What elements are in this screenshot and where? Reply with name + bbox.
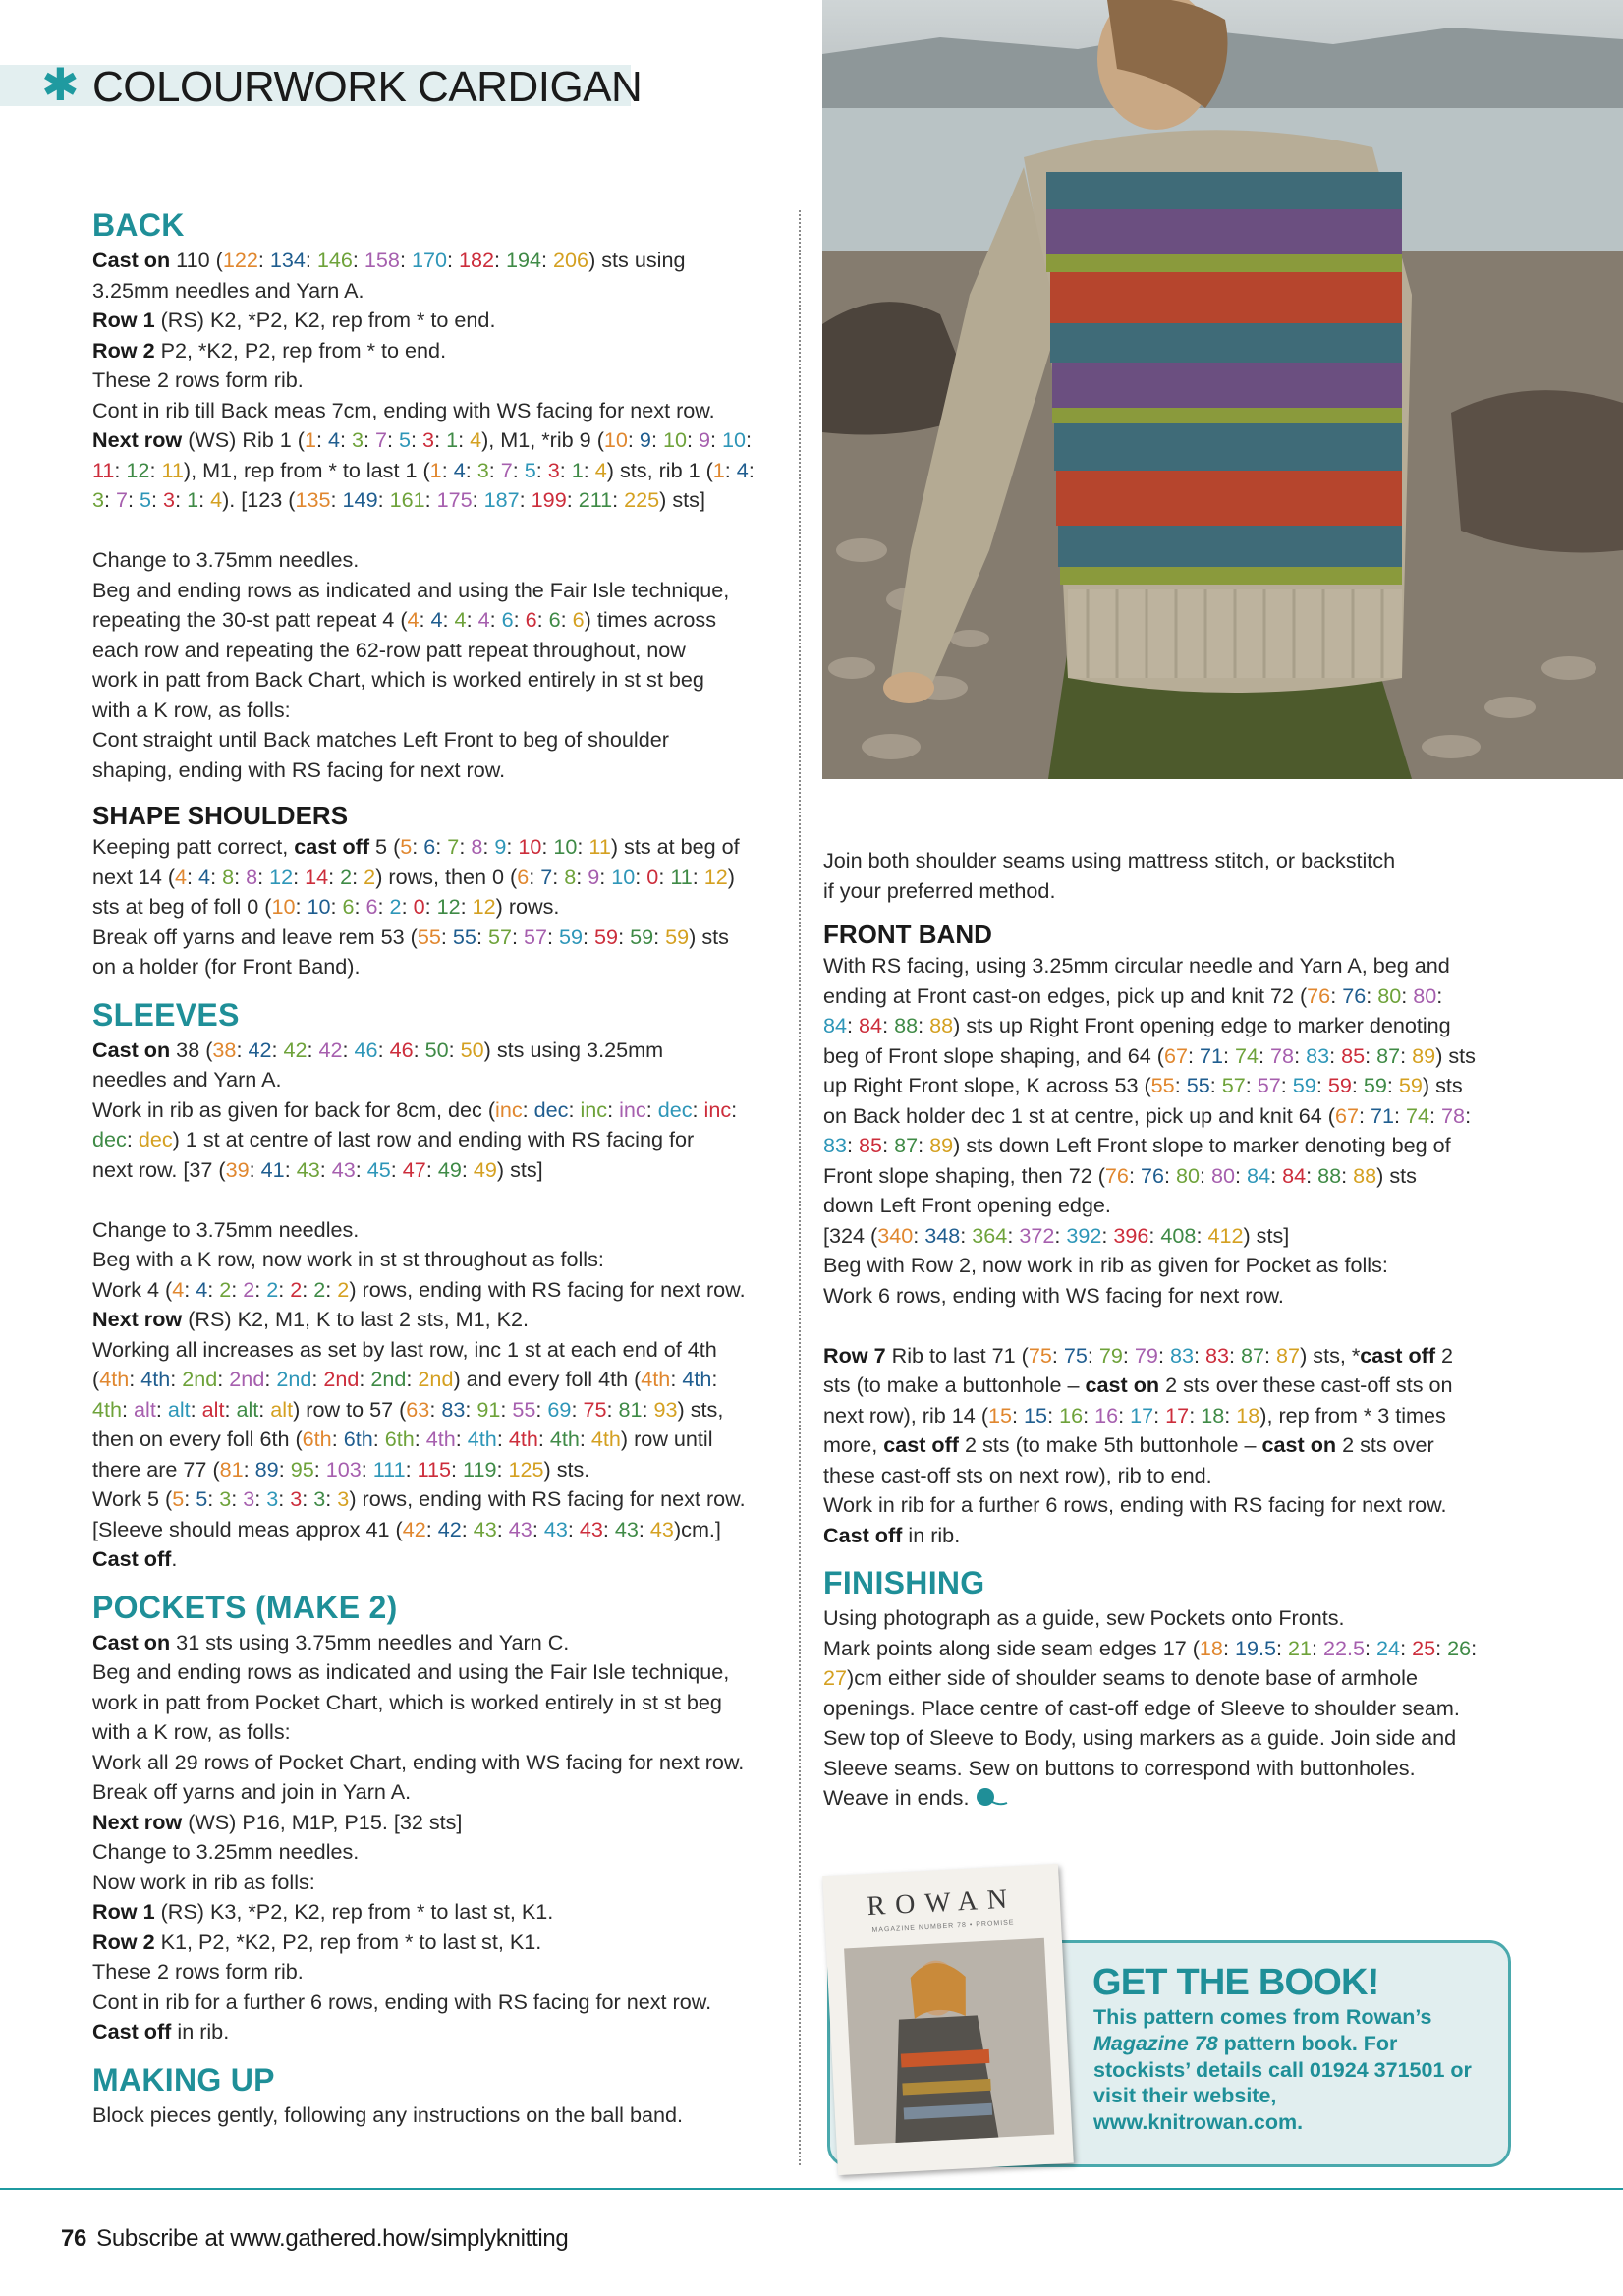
promo-heading: GET THE BOOK! [1092, 1962, 1379, 2003]
left-column: BACK Cast on 110 (122: 134: 146: 158: 170: 182: 194: 206) sts using 3.25mm needles and Yarn A. Row 1 (RS) K2, *P2, K2, rep from * to end. Row 2 P2, *K2, P2, rep from * to end. These 2 rows form rib. Cont in rib till Back meas 7cm, ending with WS facing for next row. Next row (WS) Rib 1 (1: 4: 3: 7: 5: 3: 1: 4), M1, *rib 9 (10: 9: 10: 9: 10: 11: 12: 11), M1, rep from * to last 1 (1: 4: 3: 7: 5: 3: 1: 4) sts, rib 1 (1: 4: 3: 7: 5: 3: 1: 4). [123 (135: 149: 161: 175: 187: 199: 211: 225) sts] Change to 3.75mm needles. Beg and ending rows as indicated and using the Fair Isle technique, repeating the 30-st patt repeat 4 (4: 4: 4: 4: 6: 6: 6: 6) times across each row and repeating the 62-row patt repeat throughout, now work in patt from Back Chart, which is worked entirely in st st beg with a K row, as folls: Cont straight until Back matches Left Front to beg of shoulder shaping, ending with RS facing for next row. SHAPE SHOULDERS Keeping patt correct, cast off 5 (5: 6: 7: 8: 9: 10: 10: 11) sts at beg of next 14 (4: 4: 8: 8: 12: 14: 2: 2) rows, then 0 (6: 7: 8: 9: 10: 0: 11: 12) sts at beg of foll 0 (10: 10: 6: 6: 2: 0: 12: 12) rows. Break off yarns and leave rem 53 (55: 55: 57: 57: 59: 59: 59: 59) sts on a holder (for Front Band). SLEEVES Cast on 38 (38: 42: 42: 42: 46: 46: 50: 50) sts using 3.25mm needles and Yarn A. Work in rib as given for back for 8cm, dec (inc: dec: inc: inc: dec: inc: dec: dec) 1 st at centre of last row and ending with RS facing for next row. [37 (39: 41: 43: 43: 45: 47: 49: 49) sts] Change to 3.75mm needles. Beg with a K row, now work in st st throughout as folls: Work 4 (4: 4: 2: 2: 2: 2: 2: 2) rows, ending with RS facing for next row. Next row (RS) K2, M1, K to last 2 sts, M1, K2. Working all increases as set by last row, inc 1 st at each end of 4th (4th: 4th: 2nd: 2nd: 2nd: 2nd: 2nd: 2nd) and every foll 4th (4th: 4th: 4th: alt: alt: alt: alt: alt) row to 57 (63: 83: 91: 55: 69: 75: 81: 93) sts, then on every foll 6th (6th: 6th: 6th: 4th: 4th: 4th: 4th: 4th) row until there are 77 (81: 89: 95: 103: 111: 115: 119: 125) sts. Work 5 (5: 5: 3: 3: 3: 3: 3: 3) rows, ending with RS facing for next row. [Sleeve should meas approx 41 (42: 42: 43: 43: 43: 43: 43: 43)cm.] Cast off. POCKETS (MAKE 2) Cast on 31 sts using 3.75mm needles and Yarn C. Beg and ending rows as indicated and using the Fair Isle technique, work in patt from Pocket Chart, which is worked entirely in st st beg with a K row, as folls: Work all 29 rows of Pocket Chart, ending with WS facing for next row. Break off yarns and join in Yarn A. Next row (WS) P16, M1P, P15. [32 sts] Change to 3.25mm needles. Now work in rib as folls: Row 1 (RS) K3, *P2, K2, rep from * to last st, K1. Row 2 K1, P2, *K2, P2, rep from * to last st, K1. These 2 rows form rib. Cont in rib for a further 6 rows, ending with RS facing for next row. Cast off in rib. MAKING UP Block pieces gently, following any instructions on the ball band. [92, 204, 780, 2130]
section-heading-front-band: FRONT BAND [823, 920, 992, 949]
page-number: 76 [61, 2225, 87, 2252]
book-cover-photo [822, 1864, 1074, 2175]
section-heading-shape-shoulders: SHAPE SHOULDERS [92, 801, 349, 830]
model-photo [822, 0, 1623, 779]
section-heading-sleeves: SLEEVES [92, 996, 240, 1033]
section-heading-making-up: MAKING UP [92, 2061, 275, 2098]
page-title: COLOURWORK CARDIGAN [92, 63, 643, 111]
asterisk-flower-icon: ✱ [41, 59, 80, 110]
book-brand: ROWAN [866, 1883, 1018, 1923]
right-column: Join both shoulder seams using mattress stitch, or backstitch if your preferred method. FRONT BAND With RS facing, using 3.25mm circular needle and Yarn A, beg and ending at Front cast-on edges, pick up and knit 72 (76: 76: 80: 80: 84: 84: 88: 88) sts up Right Front opening edge to marker denoting beg of Front slope shaping, and 64 (67: 71: 74: 78: 83: 85: 87: 89) sts up Right Front slope, K across 53 (55: 55: 57: 57: 59: 59: 59: 59) sts on Back holder dec 1 st at centre, pick up and knit 64 (67: 71: 74: 78: 83: 85: 87: 89) sts down Left Front slope to marker denoting beg of Front slope shaping, then 72 (76: 76: 80: 80: 84: 84: 88: 88) sts down Left Front opening edge. [324 (340: 348: 364: 372: 392: 396: 408: 412) sts] Beg with Row 2, now work in rib as given for Pocket as folls: Work 6 rows, ending with WS facing for next row. Row 7 Rib to last 71 (75: 75: 79: 79: 83: 83: 87: 87) sts, *cast off 2 sts (to make a buttonhole – cast on 2 sts over these cast-off sts on next row), rib 14 (15: 15: 16: 16: 17: 17: 18: 18), rep from * 3 times more, cast off 2 sts (to make 5th buttonhole – cast on 2 sts over these cast-off sts on next row), rib to end. Work in rib for a further 6 rows, ending with RS facing for next row. Cast off in rib. FINISHING Using photograph as a guide, sew Pockets onto Fronts. Mark points along side seam edges 17 (18: 19.5: 21: 22.5: 24: 25: 26: 27)cm either side of shoulder seams to denote base of armhole openings. Place centre of cast-off edge of Sleeve to shoulder seam. Sew top of Sleeve to Body, using markers as a guide. Join side and Sleeve seams. Sew on buttons to correspond with buttonholes. Weave in ends. [823, 846, 1511, 1814]
yarn-ball-icon [975, 1785, 1008, 1810]
promo-text: This pattern comes from Rowan’s Magazine 78 pattern book. For stockists’ details call 01924 371501 or visit their website, www.knitrowan.com. [1093, 2005, 1472, 2135]
section-heading-pockets: POCKETS (MAKE 2) [92, 1589, 398, 1625]
footer-rule [0, 2188, 1623, 2190]
section-heading-back: BACK [92, 207, 185, 243]
section-heading-finishing: FINISHING [823, 1565, 985, 1600]
subscribe-link[interactable]: Subscribe at www.gathered.how/simplyknitting [96, 2225, 569, 2252]
photo-illustration [822, 0, 1623, 779]
book-subtitle: MAGAZINE NUMBER 78 • PROMISE [871, 1919, 1015, 1933]
making-up-text: Block pieces gently, following any instructions on the ball band. [92, 2101, 683, 2127]
footer [61, 2224, 568, 2254]
column-divider [799, 210, 801, 2165]
book-cover [822, 1864, 1074, 2175]
